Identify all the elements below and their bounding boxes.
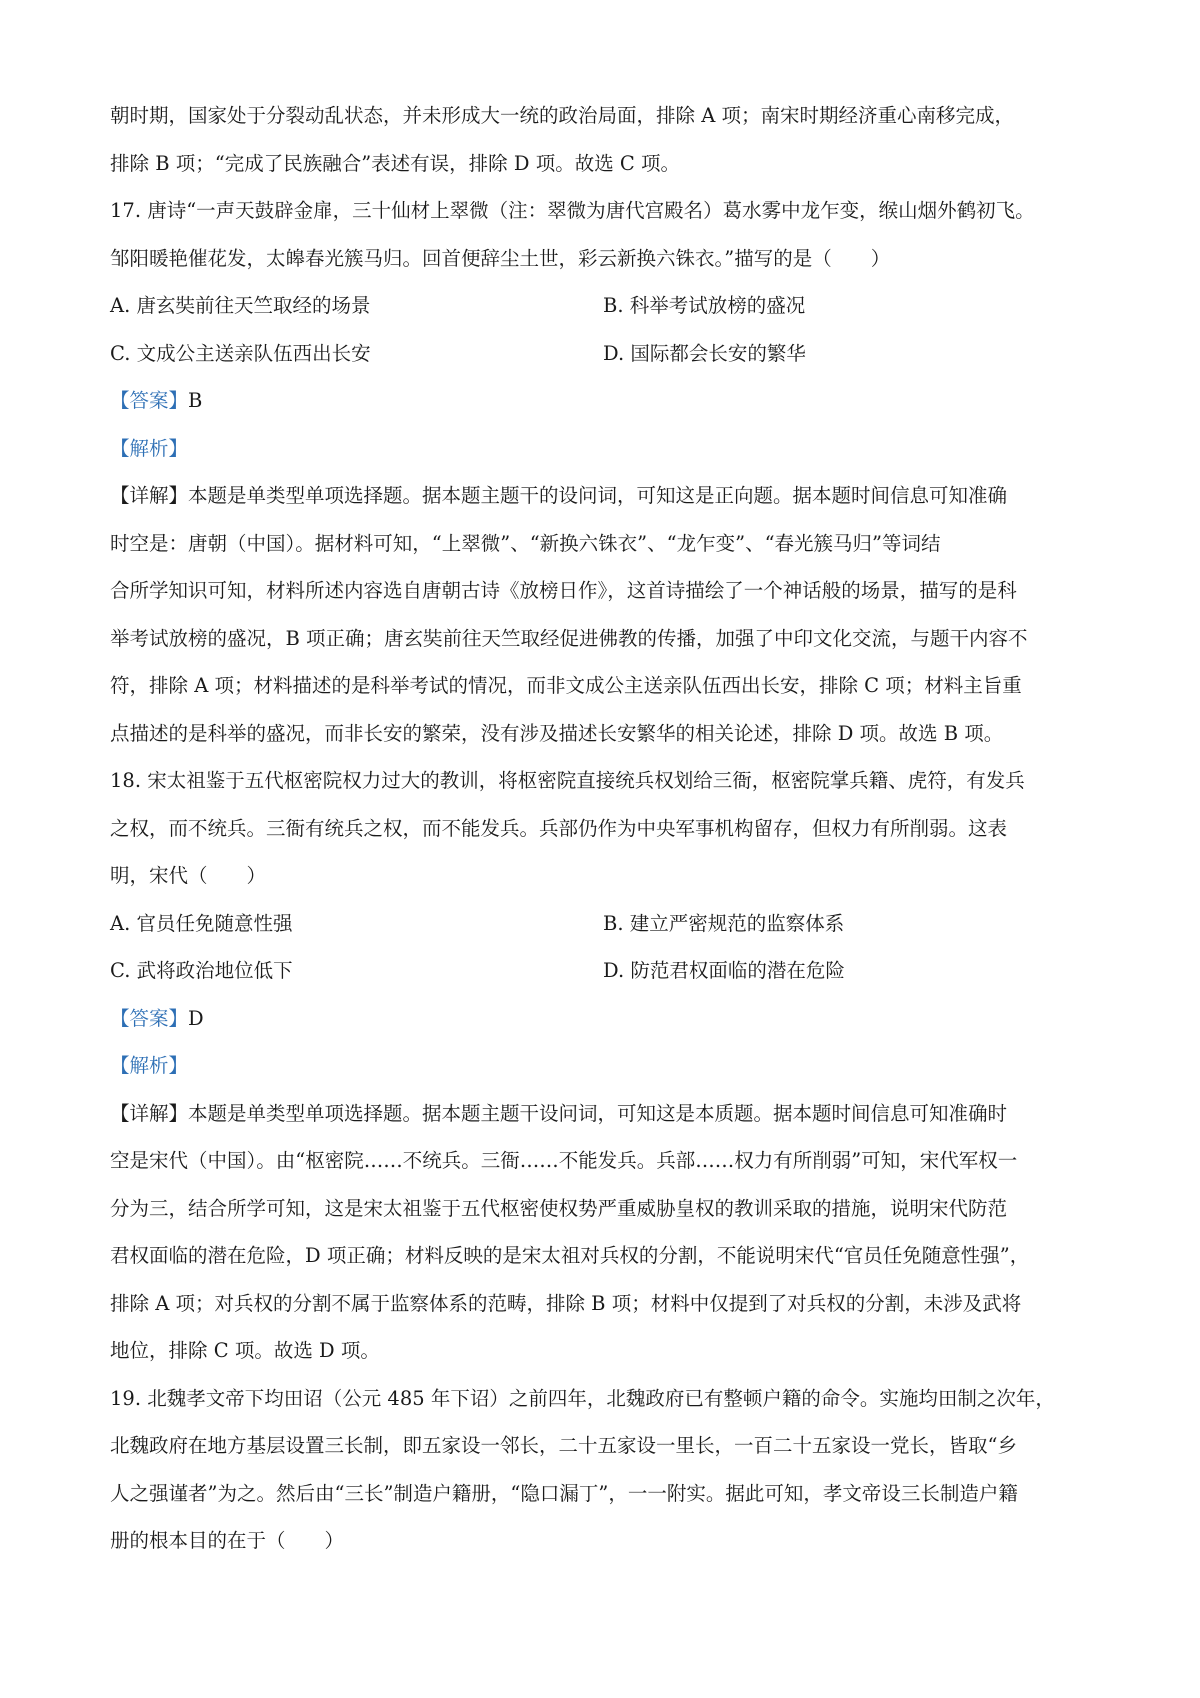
q18-analysis-heading <box>110 1042 1100 1090</box>
detail-tag: 【详解】 <box>110 1101 189 1125</box>
q19-stem-line: 人之强谨者”为之。然后由“三长”制造户籍册，“隐口漏丁”，一一附实。据此可知，孝文帝设三长制造户籍 <box>110 1481 1018 1505</box>
q17-option-a: A. 唐玄奘前往天竺取经的场景 <box>110 294 371 317</box>
answer-value: D <box>188 1006 204 1030</box>
q18-detail-line: 君权面临的潜在危险，D 项正确；材料反映的是宋太祖对兵权的分割，不能说明宋代“官员任免随意性强”， <box>110 1244 1030 1267</box>
q19-stem-line: 册的根本目的在于（ ） <box>110 1529 345 1552</box>
q18-option-d: D. 防范君权面临的潜在危险 <box>603 959 845 982</box>
q17-answer <box>110 377 1100 425</box>
q18-stem-line: 之权，而不统兵。三衙有统兵之权，而不能发兵。兵部仍作为中央军事机构留存，但权力有所削弱。这表 <box>110 816 1008 840</box>
q18-stem-line: 明，宋代（ ） <box>110 864 267 887</box>
q17-detail-line <box>110 472 1100 520</box>
q18-detail-line <box>110 1090 1100 1138</box>
detail-text: 本题是单类型单项选择题。据本题主题干设问词，可知这是本质题。据本题时间信息可知准确时 <box>188 1101 1008 1125</box>
q18-option-c: C. 武将政治地位低下 <box>110 959 293 982</box>
q16-analysis-line: 排除 B 项；“完成了民族融合”表述有误，排除 D 项。故选 C 项。 <box>110 151 681 175</box>
q18-detail-line: 分为三，结合所学可知，这是宋太祖鉴于五代枢密使权势严重威胁皇权的教训采取的措施，说明宋代防范 <box>110 1196 1008 1220</box>
answer-tag: 【答案】 <box>110 389 189 412</box>
answer-value: B <box>188 389 203 412</box>
q18-detail-line: 地位，排除 C 项。故选 D 项。 <box>110 1339 380 1362</box>
q18-answer <box>110 995 1100 1043</box>
q18-detail-line: 空是宋代（中国）。由“枢密院……不统兵。三衙……不能发兵。兵部……权力有所削弱”可知，宋代军权一 <box>110 1149 1018 1172</box>
q18-options-row <box>110 900 1100 948</box>
q16-analysis-line: 朝时期，国家处于分裂动乱状态，并未形成大一统的政治局面，排除 A 项；南宋时期经济重心南移完成， <box>110 104 1014 127</box>
q17-option-c: C. 文成公主送亲队伍西出长安 <box>110 341 371 365</box>
q17-analysis-heading <box>110 425 1100 473</box>
q18-stem-line: 18. 宋太祖鉴于五代枢密院权力过大的教训，将枢密院直接统兵权划给三衙，枢密院掌兵籍、虎符，有发兵 <box>110 769 1025 792</box>
q17-option-d: D. 国际都会长安的繁华 <box>603 341 806 365</box>
q17-detail-line: 举考试放榜的盛况，B 项正确；唐玄奘前往天竺取经促进佛教的传播，加强了中印文化交流，与题干内容不 <box>110 626 1028 650</box>
q17-option-b: B. 科举考试放榜的盛况 <box>603 294 806 317</box>
q19-stem-line: 19. 北魏孝文帝下均田诏（公元 485 年下诏）之前四年，北魏政府已有整顿户籍的命令。实施均田制之次年， <box>110 1386 1055 1410</box>
q18-options-row <box>110 947 1100 995</box>
q17-detail-line: 时空是：唐朝（中国）。据材料可知，“上翠微”、“新换六铢衣”、“龙乍变”、“春光簇马归”等词结 <box>110 531 941 555</box>
q18-detail-line: 排除 A 项；对兵权的分割不属于监察体系的范畴，排除 B 项；材料中仅提到了对兵权的分割，未涉及武将 <box>110 1291 1022 1315</box>
q18-option-a: A. 官员任免随意性强 <box>110 911 293 935</box>
q17-detail-line: 点描述的是科举的盛况，而非长安的繁荣，没有涉及描述长安繁华的相关论述，排除 D 项。故选 B 项。 <box>110 721 1004 745</box>
q17-stem-line: 17. 唐诗“一声天鼓辟金扉，三十仙材上翠微（注：翠微为唐代宫殿名）葛水雾中龙乍变，缑山烟外鹤初飞。 <box>110 199 1035 222</box>
analysis-tag: 【解析】 <box>110 1054 189 1077</box>
q19-stem-line: 北魏政府在地方基层设置三长制，即五家设一邻长，二十五家设一里长，一百二十五家设一党长，皆取“乡 <box>110 1434 1017 1457</box>
analysis-tag: 【解析】 <box>110 436 189 460</box>
document-page <box>110 92 1100 1565</box>
detail-tag: 【详解】 <box>110 484 189 507</box>
q17-detail-line: 合所学知识可知，材料所述内容选自唐朝古诗《放榜日作》，这首诗描绘了一个神话般的场景，描写的是科 <box>110 579 1017 602</box>
q17-options-row <box>110 282 1100 330</box>
q17-stem-line: 邹阳暖艳催花发，太皞春光簇马归。回首便辞尘土世，彩云新换六铢衣。”描写的是（ ） <box>110 246 891 270</box>
detail-text: 本题是单类型单项选择题。据本题主题干的设问词，可知这是正向题。据本题时间信息可知准确 <box>188 484 1008 507</box>
q18-option-b: B. 建立严密规范的监察体系 <box>603 911 845 935</box>
answer-tag: 【答案】 <box>110 1006 189 1030</box>
q17-options-row <box>110 330 1100 378</box>
q17-detail-line: 符，排除 A 项；材料描述的是科举考试的情况，而非文成公主送亲队伍西出长安，排除 C 项；材料主旨重 <box>110 674 1022 697</box>
